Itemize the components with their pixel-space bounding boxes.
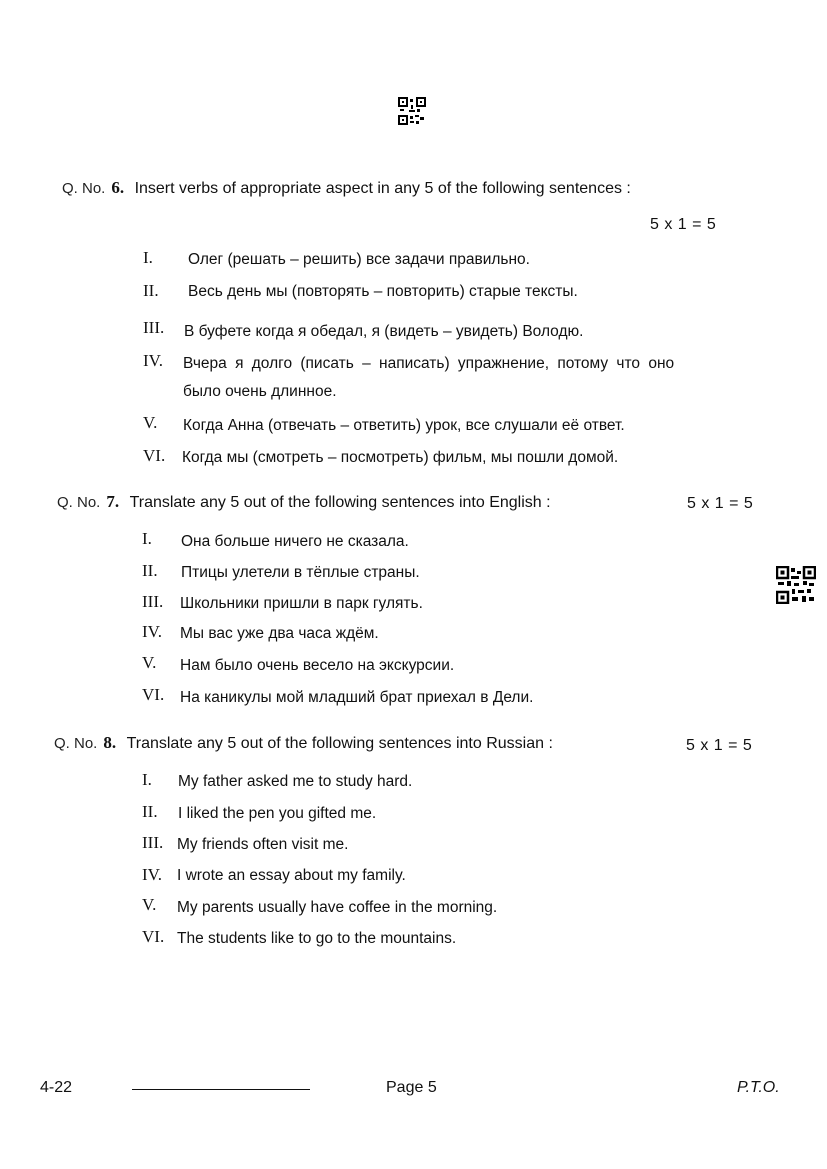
sentence-continuation: было очень длинное. xyxy=(183,383,337,400)
sentence: Когда Анна (отвечать – ответить) урок, все слушали её ответ. xyxy=(183,417,625,434)
page-number: Page 5 xyxy=(386,1079,437,1096)
question-6-marks: 5 x 1 = 5 xyxy=(650,216,717,233)
numeral: IV. xyxy=(142,865,162,884)
sentence: Она больше ничего не сказала. xyxy=(181,533,409,550)
question-instruction: Translate any 5 out of the following sentences into English : xyxy=(129,494,551,511)
numeral: V. xyxy=(142,895,157,914)
footer-code: 4-22 xyxy=(40,1079,73,1096)
numeral: II. xyxy=(143,281,159,300)
question-number: 8. xyxy=(103,733,117,752)
sentence: I liked the pen you gifted me. xyxy=(178,805,377,822)
numeral: V. xyxy=(143,413,158,432)
numeral: I. xyxy=(143,248,153,267)
sentence: В буфете когда я обедал, я (видеть – увидеть) Володю. xyxy=(184,323,584,340)
numeral: III. xyxy=(143,318,165,337)
sentence: My friends often visit me. xyxy=(177,836,349,853)
numeral: III. xyxy=(142,592,164,611)
numeral: V. xyxy=(142,653,157,672)
numeral: II. xyxy=(142,561,158,580)
numeral: I. xyxy=(142,770,152,789)
numeral: IV. xyxy=(143,351,163,370)
question-7-header xyxy=(57,492,551,512)
sentence: The students like to go to the mountains. xyxy=(177,930,457,947)
numeral: VI. xyxy=(142,927,165,946)
numeral: III. xyxy=(142,833,164,852)
numeral: VI. xyxy=(142,685,165,704)
question-instruction: Insert verbs of appropriate aspect in any 5 of the following sentences : xyxy=(134,180,631,197)
question-number: 6. xyxy=(111,178,125,197)
question-label: Q. No. xyxy=(54,735,98,752)
question-6-header xyxy=(62,178,631,198)
sentence: Вчера я долго (писать – написать) упражнение, потому что оно xyxy=(183,355,675,372)
numeral: VI. xyxy=(143,446,166,465)
sentence: Когда мы (смотреть – посмотреть) фильм, мы пошли домой. xyxy=(182,449,619,466)
sentence: На каникулы мой младший брат приехал в Дели. xyxy=(180,689,534,706)
numeral: IV. xyxy=(142,622,162,641)
sentence: Нам было очень весело на экскурсии. xyxy=(180,657,455,674)
sentence: My parents usually have coffee in the morning. xyxy=(177,899,498,916)
sentence: My father asked me to study hard. xyxy=(178,773,413,790)
pto-label: P.T.O. xyxy=(737,1079,780,1096)
question-8-marks: 5 x 1 = 5 xyxy=(686,737,753,754)
sentence: Мы вас уже два часа ждём. xyxy=(180,625,379,642)
question-8-header xyxy=(54,733,553,753)
sentence: I wrote an essay about my family. xyxy=(177,867,406,884)
sentence: Олег (решать – решить) все задачи правильно. xyxy=(188,251,530,268)
sentence: Весь день мы (повторять – повторить) старые тексты. xyxy=(188,283,578,300)
top-qr-code-icon xyxy=(398,97,426,130)
sentence: Школьники пришли в парк гулять. xyxy=(180,595,423,612)
sentence: Птицы улетели в тёплые страны. xyxy=(181,564,420,581)
numeral: II. xyxy=(142,802,158,821)
side-qr-code-icon xyxy=(776,566,816,609)
question-7-marks: 5 x 1 = 5 xyxy=(687,495,754,512)
question-number: 7. xyxy=(106,492,120,511)
numeral: I. xyxy=(142,529,152,548)
footer-divider xyxy=(132,1089,310,1090)
question-label: Q. No. xyxy=(62,180,106,197)
question-instruction: Translate any 5 out of the following sentences into Russian : xyxy=(126,735,553,752)
question-label: Q. No. xyxy=(57,494,101,511)
